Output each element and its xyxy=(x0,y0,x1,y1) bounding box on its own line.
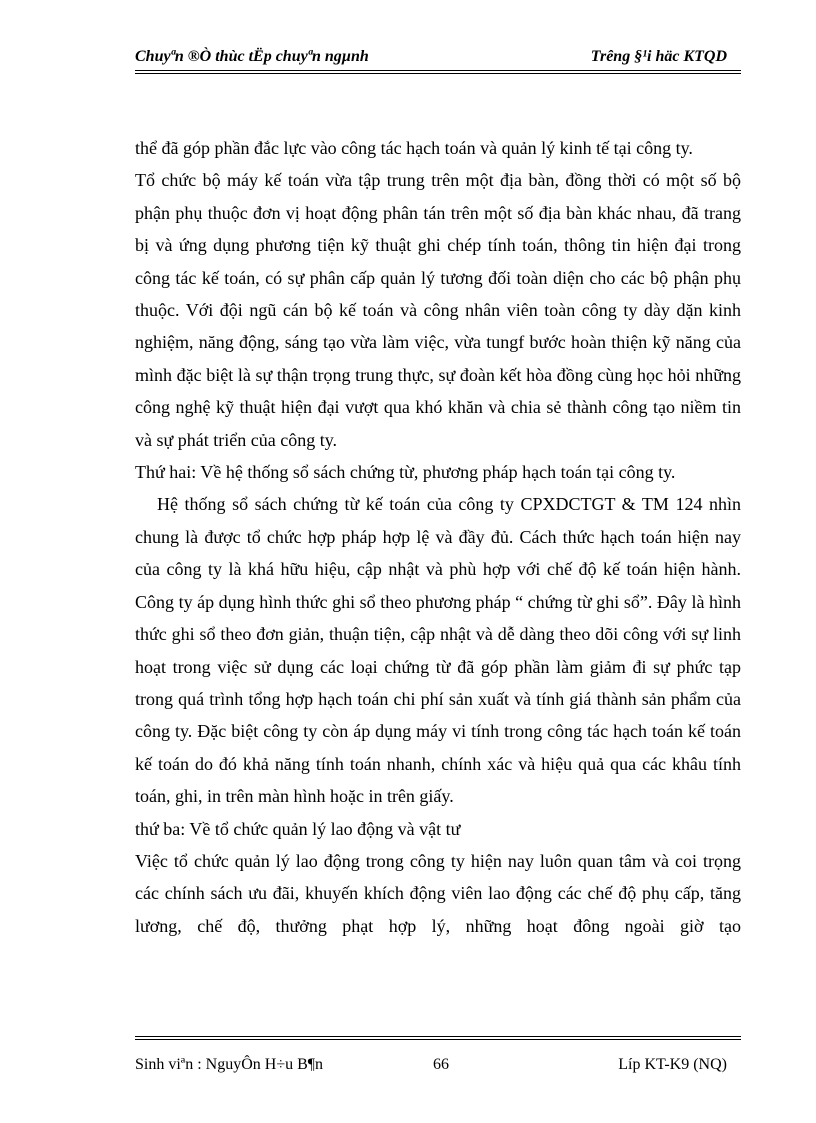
header-rule xyxy=(135,70,741,71)
footer-rule-secondary xyxy=(135,1039,741,1040)
paragraph-1: thể đã góp phần đắc lực vào công tác hạch toán và quản lý kinh tế tại công ty. xyxy=(135,138,693,158)
paragraph-4: Hệ thống sổ sách chứng từ kế toán của công ty CPXDCTGT & TM 124 nhìn chung là được tổ chức hợp pháp hợp lệ và đầy đủ. Cách thức hạch toán hiện nay của công ty là khá hữu hiệu, cập nhật và phù hợp với chế độ kế toán hiện hành. Công ty áp dụng hình thức ghi sổ theo phương pháp “ chứng từ ghi sổ”. Đây là hình thức ghi sổ theo đơn giản, thuận tiện, cập nhật và dễ dàng theo dõi công với sự linh hoạt trong việc sử dụng các loại chứng từ đã góp phần làm giảm đi sự phức tạp trong quá trình tổng hợp hạch toán chi phí sản xuất và tính giá thành sản phẩm của công ty. Đặc biệt công ty còn áp dụng máy vi tính trong công tác hạch toán kế toán kế toán do đó khả năng tính toán nhanh, chính xác và hiệu quả qua các khâu tính toán, ghi, in trên màn hình hoặc in trên giấy. xyxy=(135,494,741,807)
footer-rule xyxy=(135,1036,741,1037)
header-rule-secondary xyxy=(135,73,741,74)
page-number: 66 xyxy=(433,1056,449,1073)
paragraph-2: Tổ chức bộ máy kế toán vừa tập trung trên một địa bàn, đồng thời có một số bộ phận phụ thuộc đơn vị hoạt động phân tán trên một số địa bàn khác nhau, đã trang bị và ứng dụng phương tiện kỹ thuật ghi chép tính toán, thông tin hiện đại trong công tác kế toán, có sự phân cấp quản lý tương đối toàn diện cho các bộ phận phụ thuộc. Với đội ngũ cán bộ kế toán và công nhân viên toàn công ty dày dặn kinh nghiệm, năng động, sáng tạo vừa làm việc, vừa tungf bước hoàn thiện kỹ năng của mình đặc biệt là sự thận trọng trung thực, sự đoàn kết hòa đồng cùng học hỏi những công nghệ kỹ thuật hiện đại vượt qua khó khăn và chia sẻ thành công tạo niềm tin và sự phát triển của công ty. xyxy=(135,170,741,450)
footer-student: Sinh viªn : NguyÔn H÷u B¶n xyxy=(135,1056,324,1073)
paragraph-3: Thứ hai: Về hệ thống sổ sách chứng từ, phương pháp hạch toán tại công ty. xyxy=(135,462,676,483)
footer-class: Líp KT-K9 (NQ) xyxy=(618,1056,727,1073)
page-header xyxy=(135,44,741,76)
paragraph-5: thứ ba: Về tổ chức quản lý lao động và vật tư xyxy=(135,818,461,839)
paragraph-6: Việc tổ chức quản lý lao động trong công ty hiện nay luôn quan tâm và coi trọng các chính sách ưu đãi, khuyến khích động viên lao động các chế độ phụ cấp, tăng lương, chế độ, thưởng phạt hợp lý, những hoạt đông ngoài giờ tạo xyxy=(135,850,741,936)
document-body xyxy=(135,132,741,942)
header-left-text: Chuyªn ®Ò thùc tËp chuyªn ngµnh xyxy=(135,48,369,65)
header-right-text: Trêng §¹i häc KTQD xyxy=(590,48,727,65)
page-footer xyxy=(135,1036,741,1076)
